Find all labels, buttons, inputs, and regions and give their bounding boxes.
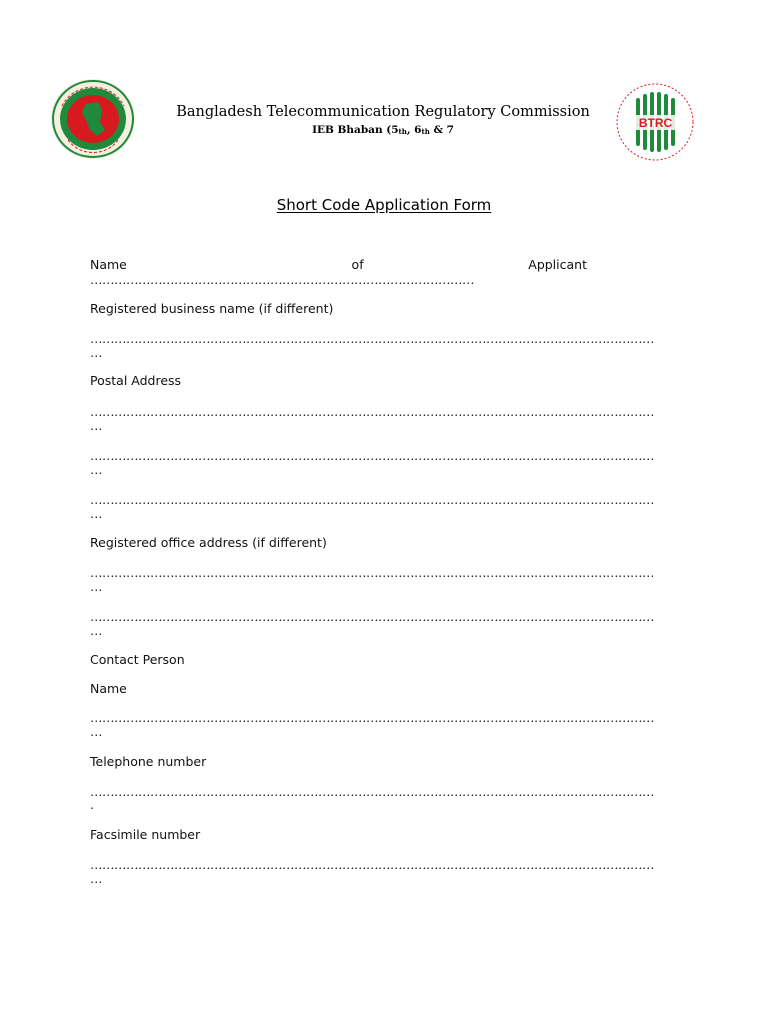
name-of-applicant-field[interactable]: …………………………………………………………………………………… <box>90 272 474 287</box>
registered-office-address-field-1[interactable]: …………………………………………………………………………………………………………………………… <box>90 565 654 580</box>
dots-tail: … <box>90 418 102 433</box>
name-of-applicant-label: Name of Applicant <box>90 257 587 272</box>
dots-tail: … <box>90 871 102 886</box>
postal-address-field-2[interactable]: …………………………………………………………………………………………………………………………… <box>90 448 654 463</box>
contact-person-label: Contact Person <box>90 652 185 667</box>
dots-tail: … <box>90 579 102 594</box>
registered-office-address-field-2[interactable]: …………………………………………………………………………………………………………………………… <box>90 609 654 624</box>
registered-office-address-label: Registered office address (if different) <box>90 535 327 550</box>
postal-address-field-1[interactable]: …………………………………………………………………………………………………………………………… <box>90 404 654 419</box>
dots-tail: … <box>90 345 102 360</box>
dots-tail: . <box>90 797 94 812</box>
dots-tail: … <box>90 462 102 477</box>
telephone-number-field[interactable]: …………………………………………………………………………………………………………………………… <box>90 784 654 799</box>
dots-tail: … <box>90 506 102 521</box>
bangladesh-government-seal-icon <box>50 78 136 160</box>
btrc-logo-icon <box>612 80 698 164</box>
organization-address: IEB Bhaban ($5_{th}$, $6_{th}$ & 7 <box>312 124 454 136</box>
registered-business-name-label: Registered business name (if different) <box>90 301 334 316</box>
dots-tail: … <box>90 623 102 638</box>
organization-name: Bangladesh Telecommunication Regulatory Commission <box>176 104 590 120</box>
postal-address-field-3[interactable]: …………………………………………………………………………………………………………………………… <box>90 492 654 507</box>
registered-business-name-field[interactable]: …………………………………………………………………………………………………………………………… <box>90 331 654 346</box>
telephone-number-label: Telephone number <box>90 754 207 769</box>
facsimile-number-field[interactable]: …………………………………………………………………………………………………………………………… <box>90 857 654 872</box>
facsimile-number-label: Facsimile number <box>90 827 201 842</box>
btrc-logo-text: BTRC <box>638 116 673 130</box>
contact-name-field[interactable]: …………………………………………………………………………………………………………………………… <box>90 710 654 725</box>
postal-address-label: Postal Address <box>90 373 182 388</box>
contact-name-label: Name <box>90 681 127 696</box>
dots-tail: … <box>90 724 102 739</box>
form-title: Short Code Application Form <box>276 196 492 214</box>
